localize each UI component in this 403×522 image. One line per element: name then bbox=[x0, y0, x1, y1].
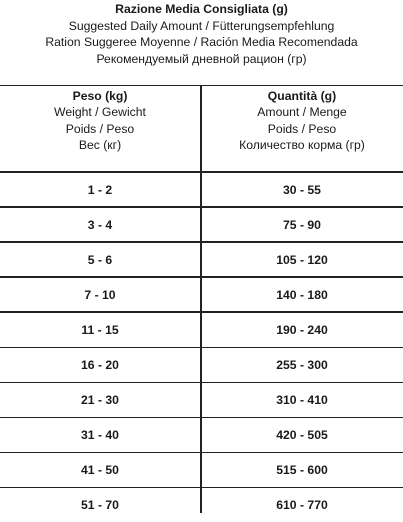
quantity-column-header bbox=[202, 86, 402, 153]
quantity-cell: 30 - 55 bbox=[283, 182, 321, 197]
quantity-header-en-de: Amount / Menge bbox=[257, 105, 347, 120]
table-row bbox=[0, 383, 403, 417]
weight-cell: 3 - 4 bbox=[87, 217, 113, 232]
table-row bbox=[0, 173, 403, 207]
table-row bbox=[0, 488, 403, 522]
table-row bbox=[0, 313, 403, 347]
weight-cell: 31 - 40 bbox=[81, 428, 119, 443]
table-row bbox=[0, 348, 403, 382]
weight-cell: 51 - 70 bbox=[81, 498, 119, 513]
quantity-cell: 75 - 90 bbox=[283, 217, 321, 232]
weight-cell: 11 - 15 bbox=[81, 322, 119, 337]
quantity-header-fr-es: Poids / Peso bbox=[267, 121, 337, 136]
weight-cell: 41 - 50 bbox=[81, 463, 119, 478]
weight-header-en-de: Weight / Gewicht bbox=[54, 105, 146, 120]
subtitle-en-de: Suggested Daily Amount / Fütterungsempfehlung bbox=[68, 18, 335, 33]
quantity-cell: 310 - 410 bbox=[276, 393, 328, 408]
weight-cell: 7 - 10 bbox=[84, 287, 116, 302]
document-title: Razione Media Consigliata (g) bbox=[115, 2, 288, 16]
table-row bbox=[0, 418, 403, 452]
weight-header-fr-es: Poids / Peso bbox=[65, 121, 135, 136]
table-row bbox=[0, 453, 403, 487]
weight-cell: 1 - 2 bbox=[87, 182, 113, 197]
quantity-cell: 610 - 770 bbox=[276, 498, 328, 513]
quantity-cell: 190 - 240 bbox=[276, 322, 328, 337]
table-row bbox=[0, 208, 403, 242]
quantity-header-ru: Количество корма (гр) bbox=[239, 137, 365, 152]
weight-column-header bbox=[0, 86, 200, 153]
feeding-table bbox=[0, 85, 403, 512]
document-header bbox=[0, 0, 403, 67]
subtitle-ru: Рекомендуемый дневной рацион (гр) bbox=[96, 51, 307, 66]
weight-cell: 5 - 6 bbox=[87, 252, 113, 267]
quantity-cell: 105 - 120 bbox=[276, 252, 328, 267]
weight-cell: 16 - 20 bbox=[81, 358, 119, 372]
quantity-header-title: Quantità (g) bbox=[267, 89, 337, 103]
weight-cell: 21 - 30 bbox=[81, 393, 119, 408]
weight-header-title: Peso (kg) bbox=[72, 89, 128, 103]
quantity-cell: 515 - 600 bbox=[276, 463, 328, 478]
quantity-cell: 140 - 180 bbox=[276, 287, 328, 302]
subtitle-fr-es: Ration Suggeree Moyenne / Ración Media Recomendada bbox=[45, 35, 358, 49]
table-row bbox=[0, 278, 403, 312]
weight-header-ru: Вес (кг) bbox=[78, 137, 122, 152]
table-row bbox=[0, 243, 403, 277]
quantity-cell: 420 - 505 bbox=[276, 428, 328, 443]
quantity-cell: 255 - 300 bbox=[276, 358, 328, 372]
